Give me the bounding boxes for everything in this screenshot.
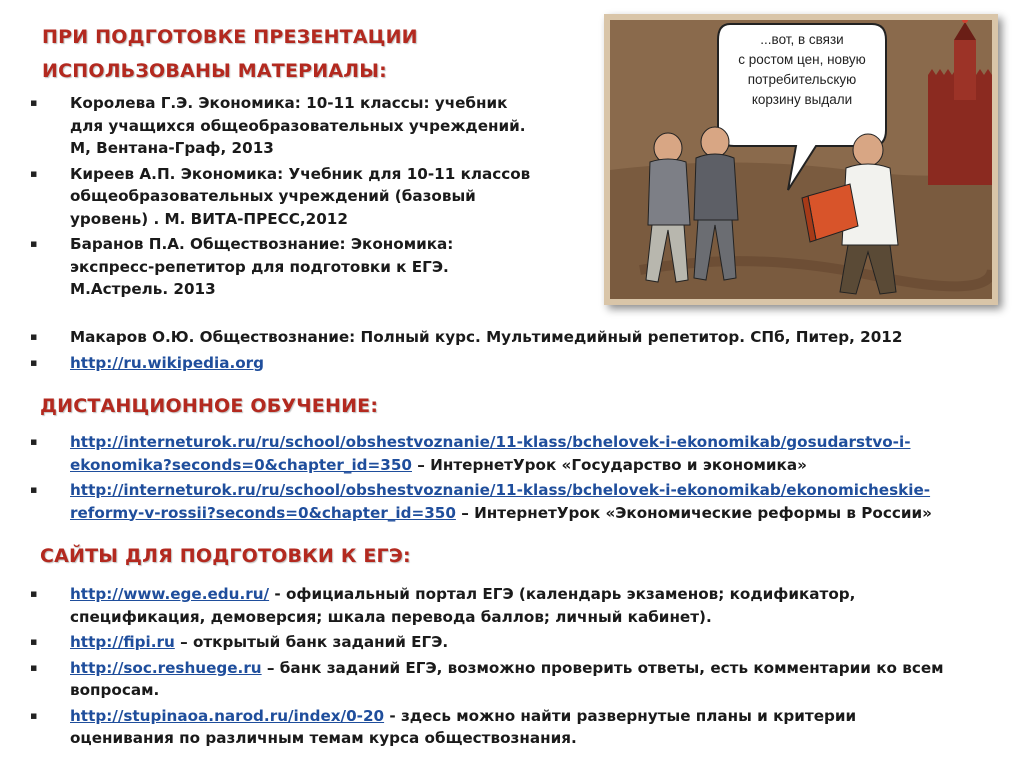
link-part: ekonomika?seconds=0&chapter_id=350 — [70, 455, 412, 474]
bullet-icon: ▪ — [30, 330, 38, 343]
ref-line: для учащихся общеобразовательных учреждений. — [70, 116, 526, 135]
list-item — [30, 352, 990, 375]
list-item — [30, 163, 550, 231]
bullet-icon: ▪ — [30, 660, 38, 674]
ref-line: Баранов П.А. Обществознание: Экономика: — [70, 235, 454, 253]
speech-line: потребительскую — [747, 72, 857, 87]
ege-heading: САЙТЫ ДЛЯ ПОДГОТОВКИ К ЕГЭ: — [40, 545, 411, 567]
distance-heading: ДИСТАНЦИОННОЕ ОБУЧЕНИЕ: — [40, 395, 379, 417]
link-description: – банк заданий ЕГЭ, возможно проверить ответы, есть комментарии ко всем — [261, 658, 944, 677]
cartoon-image — [604, 14, 998, 305]
list-item — [30, 705, 1010, 750]
ref-line: Киреев А.П. Экономика: Учебник для 10-11 классов — [70, 164, 531, 183]
cartoon-illustration — [610, 20, 992, 299]
bullet-icon: ▪ — [30, 96, 38, 109]
ref-line: М, Вентана-Граф, 2013 — [70, 139, 274, 157]
materials-heading — [42, 20, 562, 88]
bullet-icon: ▪ — [30, 166, 38, 180]
bullet-icon: ▪ — [30, 635, 38, 648]
ref-line: уровень) . М. ВИТА-ПРЕСС,2012 — [70, 209, 348, 228]
list-item — [30, 92, 550, 160]
bullet-icon: ▪ — [30, 435, 38, 448]
bullet-icon: ▪ — [30, 587, 38, 600]
link-description: – ИнтернетУрок «Государство и экономика» — [412, 455, 807, 474]
list-item — [30, 431, 1010, 476]
list-item — [30, 233, 550, 301]
list-item — [30, 583, 1010, 628]
list-item — [30, 479, 1010, 524]
speech-line: корзину выдали — [751, 92, 853, 107]
materials-heading-line1: ПРИ ПОДГОТОВКЕ ПРЕЗЕНТАЦИИ — [42, 26, 418, 48]
link-part: reformy-v-rossii?seconds=0&chapter_id=350 — [70, 503, 456, 522]
link-part: http://interneturok.ru/ru/school/obshestvoznanie/11-klass/bchelovek-i-ekonomikab/ekonomicheskie- — [70, 481, 931, 499]
link-description-cont: спецификация, демоверсия; шкала перевода баллов; личный кабинет). — [70, 607, 712, 626]
materials-heading-line2: ИСПОЛЬЗОВАНЫ МАТЕРИАЛЫ: — [42, 60, 387, 82]
list-item — [30, 631, 1010, 654]
distance-list — [30, 431, 1010, 527]
fipi-link[interactable]: http://fipi.ru — [70, 633, 175, 651]
speech-line: ...вот, в связи — [760, 32, 844, 47]
link-description: - официальный портал ЕГЭ (календарь экзаменов; кодификатор, — [269, 585, 856, 603]
list-item — [30, 326, 990, 349]
link-description: - здесь можно найти развернутые планы и критерии — [384, 706, 857, 725]
link-description: – ИнтернетУрок «Экономические реформы в России» — [455, 503, 932, 522]
ref-text: Макаров О.Ю. Обществознание: Полный курс. Мультимедийный репетитор. СПб, Питер, 2012 — [70, 328, 903, 346]
bullet-icon: ▪ — [30, 355, 38, 369]
speech-line: с ростом цен, новую — [738, 52, 866, 67]
bullet-icon: ▪ — [30, 708, 38, 722]
link-part: http://interneturok.ru/ru/school/obshestvoznanie/11-klass/bchelovek-i-ekonomikab/gosudarstvo-i- — [70, 433, 911, 451]
wikipedia-link[interactable]: http://ru.wikipedia.org — [70, 353, 265, 372]
ref-line: Королева Г.Э. Экономика: 10-11 классы: учебник — [70, 94, 508, 112]
materials-list — [30, 92, 550, 304]
link-description-cont: вопросам. — [70, 681, 160, 699]
list-item — [30, 657, 1010, 702]
bullet-icon: ▪ — [30, 237, 38, 250]
materials-list-continued — [30, 326, 990, 377]
bullet-icon: ▪ — [30, 483, 38, 496]
ref-line: экспресс-репетитор для подготовки к ЕГЭ. — [70, 257, 449, 276]
link-description-cont: оценивания по различным темам курса обществознания. — [70, 729, 577, 747]
link-description: – открытый банк заданий ЕГЭ. — [174, 633, 449, 651]
stupinaoa-link[interactable]: http://stupinaoa.narod.ru/index/0-20 — [70, 706, 385, 725]
ref-line: М.Астрель. 2013 — [70, 280, 216, 298]
ege-sites-list — [30, 583, 1010, 753]
ref-line: общеобразовательных учреждений (базовый — [70, 187, 476, 205]
reshuege-link[interactable]: http://soc.reshuege.ru — [70, 658, 262, 677]
ege-portal-link[interactable]: http://www.ege.edu.ru/ — [70, 585, 270, 603]
